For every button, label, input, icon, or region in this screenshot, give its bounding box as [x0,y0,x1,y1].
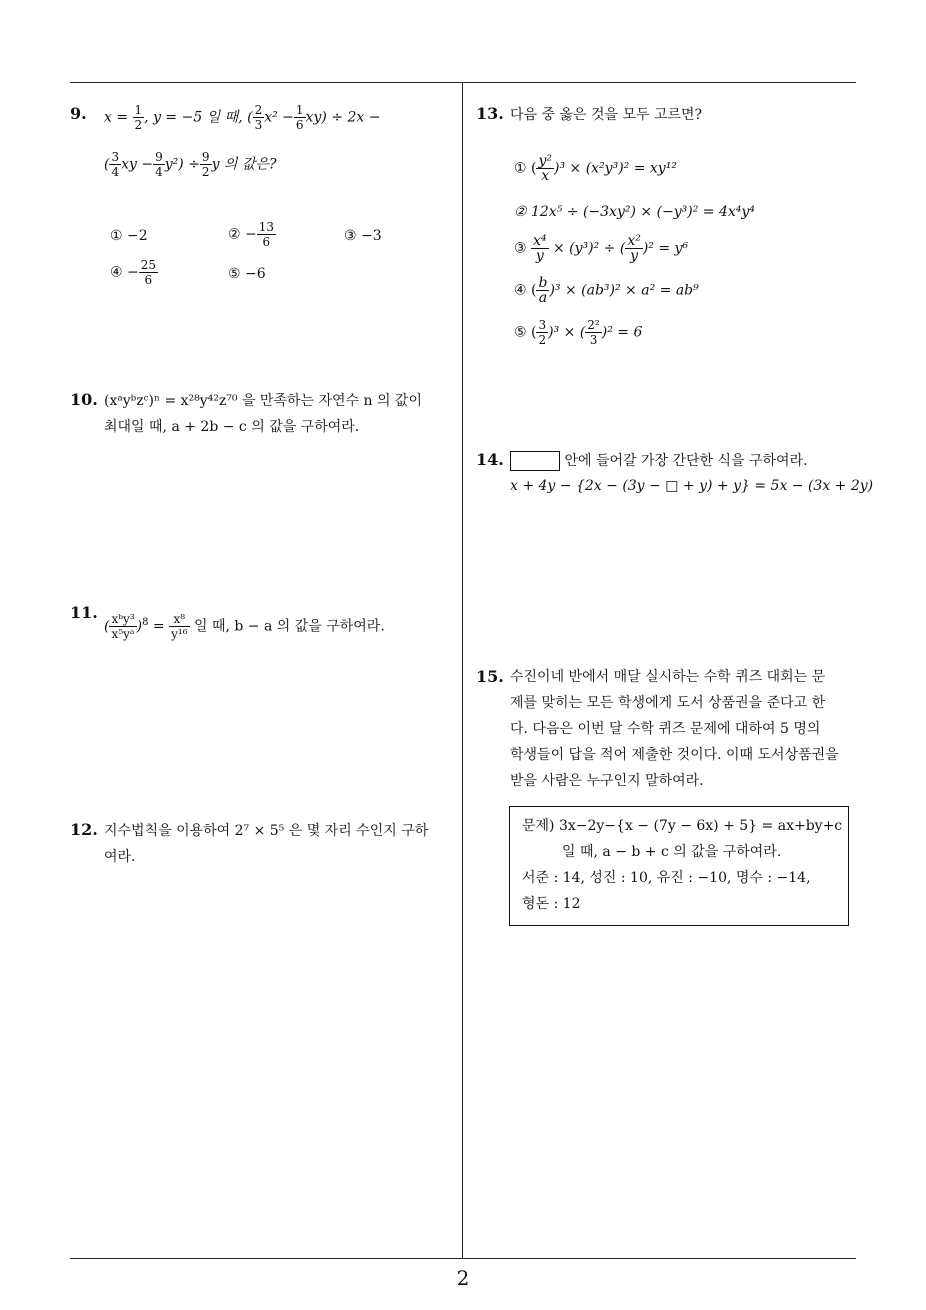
q15-line4: 학생들이 답을 적어 제출한 것이다. 이때 도서상품권을 [510,747,839,763]
q15-number: 15. [476,667,504,686]
q13-prompt: 다음 중 옳은 것을 모두 고르면? [510,107,703,123]
answer-blank-box[interactable] [510,451,560,471]
q12-line1: 지수법칙을 이용하여 2⁷ × 5⁵ 은 몇 자리 수인지 구하 [104,823,429,839]
q15-box-line4: 형돈 : 12 [522,896,581,912]
q9-option-2[interactable]: ② − $\frac{13}{6}$ [228,220,275,249]
q9-line2: ( $\frac{3}{4}$ xy − $\frac{9}{4}$ y²) ÷ $\frac{9}{2}$ y 의 값은? [104,150,277,179]
q9-option-4[interactable]: ④ − $\frac{25}{6}$ [110,258,157,287]
q14-line1: 안에 들어갈 가장 간단한 식을 구하여라. [510,450,808,471]
q9-option-3[interactable]: ③ −3 [344,228,382,244]
q13-option-5[interactable]: ⑤ ( $\frac{3}{2}$ )³ × ( $\frac{\text{2²}}{3}$ )² = 6 [514,318,643,347]
q14-number: 14. [476,450,504,469]
q14-line2: x + 4y − {2x − (3y − □ + y) + y} = 5x − (3x + 2y) [510,478,874,494]
q13-option-4[interactable]: ④ ( $\frac{b}{a}$ )³ × (ab³)² × a² = ab⁹ [514,275,699,306]
page-number: 2 [456,1266,470,1290]
q15-box-line2: 일 때, a − b + c 의 값을 구하여라. [562,844,782,860]
q13-option-1[interactable]: ① ( $\frac{\text{y²}}{x}$ )³ × (x²y³)² = xy¹² [514,153,677,184]
q13-number: 13. [476,104,504,123]
column-divider [462,83,463,1258]
q10-line2: 최대일 때, a + 2b − c 의 값을 구하여라. [104,419,360,435]
q12-line2: 여라. [104,849,136,865]
q11-number: 11. [70,603,98,622]
q15-box-line3: 서준 : 14, 성진 : 10, 유진 : −10, 명수 : −14, [522,870,811,886]
q15-condition-box [509,806,849,926]
q15-box-line1: 문제) 3x−2y−{x − (7y − 6x) + 5} = ax+by+c [522,818,843,834]
q11-line: ( $\frac{\text{xᵇy³}}{\text{x⁵yᵃ}}$ )$^8$ = $\frac{\text{x⁸}}{\text{y¹⁶}}$ 일 때, b − a 의 값을 구하여라. [104,612,385,641]
q15-line5: 받을 사람은 누구인지 말하여라. [510,773,704,789]
q15-line1: 수진이네 반에서 매달 실시하는 수학 퀴즈 대회는 문 [510,669,826,685]
q9-option-5[interactable]: ⑤ −6 [228,266,266,282]
q13-option-3[interactable]: ③ $\frac{\text{x⁴}}{y}$ × (y³)² ÷ ( $\frac{\text{x²}}{y}$ )² = y⁶ [514,233,689,264]
q9-option-1[interactable]: ① −2 [110,228,148,244]
q9-number: 9. [70,104,87,123]
q15-line2: 제를 맞히는 모든 학생에게 도서 상품권을 준다고 한 [510,695,826,711]
q10-line1: (xᵃyᵇzᶜ)ⁿ = x²⁸y⁴²z⁷⁰ 을 만족하는 자연수 n 의 값이 [104,393,422,409]
bottom-rule [70,1258,856,1259]
top-rule [70,82,856,83]
q15-line3: 다. 다음은 이번 달 수학 퀴즈 문제에 대하여 5 명의 [510,721,821,737]
q9-line1: x = $\frac{1}{2}$ , y = −5 일 때, ( $\frac{2}{3}$ x² − $\frac{1}{6}$ xy) ÷ 2x − [104,103,381,132]
q10-number: 10. [70,390,98,409]
q12-number: 12. [70,820,98,839]
q13-option-2[interactable]: ② 12x⁵ ÷ (−3xy²) × (−y³)² = 4x⁴y⁴ [514,204,755,220]
